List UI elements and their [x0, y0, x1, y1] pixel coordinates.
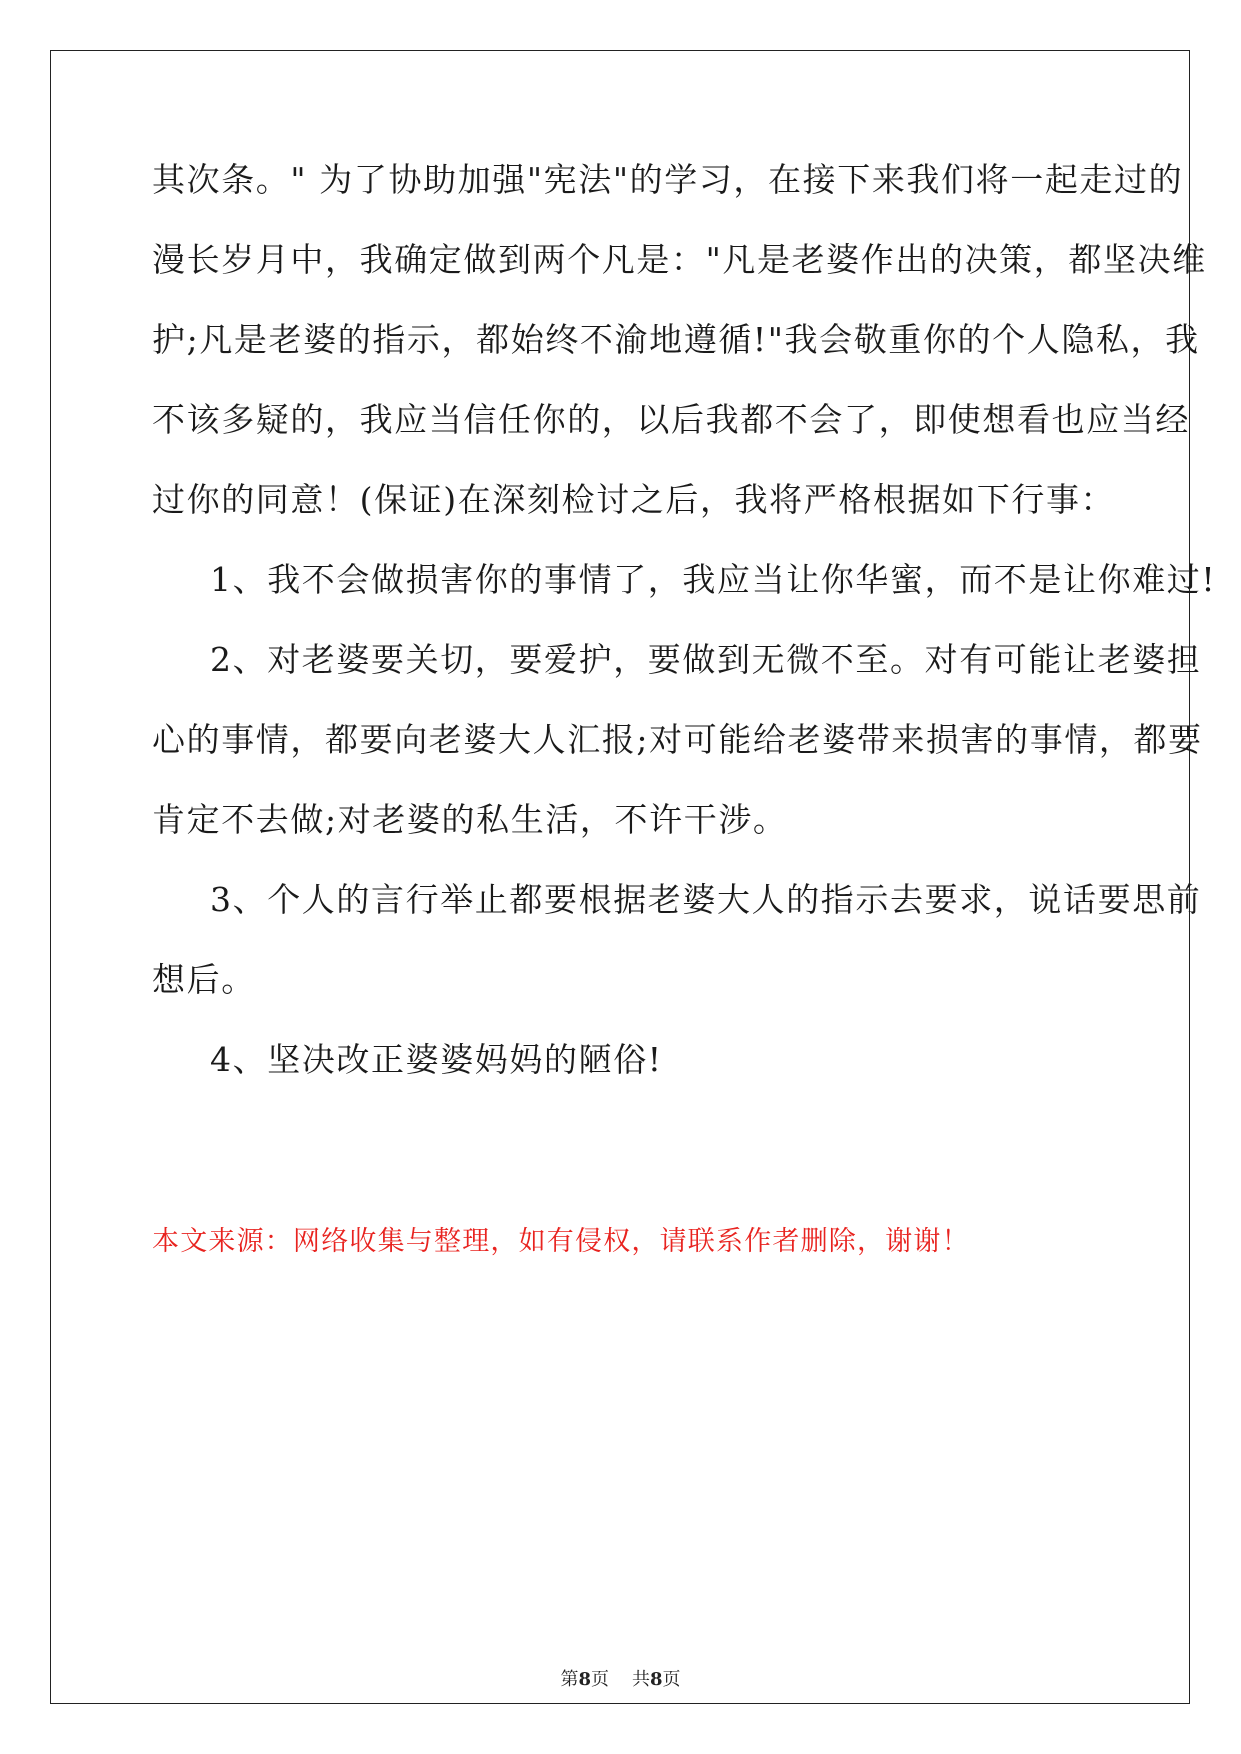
text-line [152, 720, 1203, 800]
page-prefix: 第 [560, 1669, 579, 1690]
line-text: 2、对老婆要关切，要爱护，要做到无微不至。对有可能让老婆担 [210, 640, 1202, 679]
text-line [152, 480, 1116, 560]
page-suffix: 页 [591, 1669, 610, 1690]
document-body [152, 160, 1217, 1120]
text-line [152, 320, 1200, 400]
total-prefix: 共 [631, 1669, 650, 1690]
line-text: 3、个人的言行举止都要根据老婆大人的指示去要求，说话要思前 [210, 880, 1202, 919]
line-text: 不该多疑的，我应当信任你的，以后我都不会了，即使想看也应当经 [152, 400, 1190, 439]
line-text: 其次条。" 为了协助加强"宪法"的学习，在接下来我们将一起走过的 [152, 160, 1184, 199]
total-suffix: 页 [662, 1669, 681, 1690]
page-number [0, 1665, 1241, 1691]
line-text: 想后。 [152, 960, 256, 999]
current-page: 8 [578, 1669, 592, 1690]
line-text: 肯定不去做;对老婆的私生活，不许干涉。 [152, 800, 788, 839]
text-line [152, 400, 1190, 480]
source-note: 本文来源：网络收集与整理，如有侵权，请联系作者删除，谢谢！ [152, 1226, 970, 1257]
line-text: 漫长岁月中，我确定做到两个凡是："凡是老婆作出的决策，都坚决维 [152, 240, 1207, 279]
line-text: 过你的同意！(保证)在深刻检讨之后，我将严格根据如下行事： [152, 480, 1116, 519]
text-line [152, 1040, 1092, 1120]
line-text: 心的事情，都要向老婆大人汇报;对可能给老婆带来损害的事情，都要 [152, 720, 1203, 759]
text-line [152, 960, 1092, 1040]
text-line [152, 880, 1202, 960]
line-text: 4、坚决改正婆婆妈妈的陋俗! [210, 1040, 663, 1079]
total-pages: 8 [649, 1669, 663, 1690]
text-line [152, 800, 1092, 880]
line-text: 护;凡是老婆的指示，都始终不渝地遵循!"我会敬重你的个人隐私，我 [152, 320, 1200, 359]
text-line [152, 560, 1217, 640]
text-line [152, 240, 1207, 320]
text-line [152, 640, 1202, 720]
text-line [152, 160, 1184, 240]
line-text: 1、我不会做损害你的事情了，我应当让你华蜜，而不是让你难过! [210, 560, 1217, 599]
